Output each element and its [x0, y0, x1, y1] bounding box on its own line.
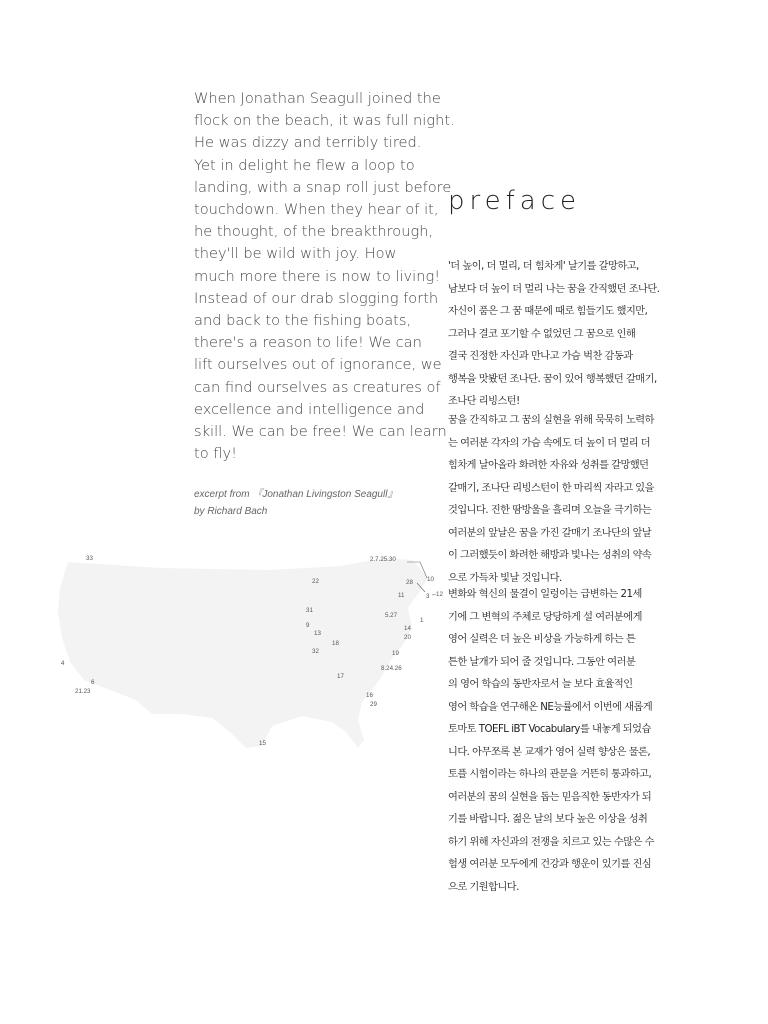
map-label: 15 — [259, 740, 266, 747]
quote-line: they'll be wild with joy. How — [194, 245, 397, 263]
map-label: 17 — [337, 673, 344, 680]
paragraph-line: 으로 가득차 빛날 것입니다. — [448, 572, 562, 584]
paragraph-line: 여러분의 꿈의 실현을 돕는 믿음직한 동반자가 되 — [448, 791, 652, 803]
paragraph-line: 토플 시험이라는 하나의 관문을 거뜬히 통과하고, — [448, 769, 652, 780]
paragraph-line: 영어 실력은 더 높은 비상을 가능하게 하는 튼 — [448, 634, 636, 645]
map-label: 20 — [404, 634, 411, 641]
map-label: 9 — [306, 622, 310, 629]
map-label: 29 — [370, 701, 377, 708]
map-label: 21.23 — [75, 688, 91, 695]
paragraph-line: 니다. 아무쪼록 본 교재가 영어 실력 향상은 물론, — [448, 746, 651, 758]
map-label: 18 — [332, 640, 339, 647]
paragraph-line: 여러분의 앞날은 꿈을 가진 갈매기 조나단의 앞날 — [448, 527, 652, 539]
quote-line: excellence and intelligence and — [194, 400, 425, 418]
quote-line: much more there is now to living! — [194, 267, 441, 285]
paragraph-line: 이 그러했듯이 화려한 해방과 빛나는 성취의 약속 — [448, 550, 652, 561]
paragraph-line: 갈매기, 조나단 리빙스턴이 한 마리씩 자라고 있을 — [448, 482, 654, 494]
map-label: 19 — [392, 650, 399, 657]
leader-lines — [40, 550, 460, 610]
leader-line — [417, 583, 425, 592]
paragraph-line: 튼한 날개가 되어 줄 것입니다. 그동안 여러분 — [448, 656, 636, 668]
map-label: 8.24.26 — [381, 665, 402, 672]
paragraph-line: 남보다 더 높이 더 멀리 나는 꿈을 간직했던 조나단. — [448, 283, 660, 295]
map-label: 1 — [420, 617, 424, 624]
quote-line: flock on the beach, it was full night. — [194, 112, 455, 130]
quote-line: skill. We can be free! We can learn — [194, 423, 447, 441]
map-label: 13 — [314, 630, 321, 637]
quote-author: by Richard Bach — [194, 506, 268, 517]
paragraph-line: 힘차게 날아올라 화려한 자유와 성취를 갈망했던 — [448, 460, 649, 471]
quote-line: Yet in delight he flew a loop to — [194, 156, 415, 174]
map-label: 28 — [406, 579, 413, 586]
paragraph-line: 의 영어 학습의 동반자로서 늘 보다 효율적인 — [448, 679, 633, 690]
quote-line: touchdown. When they hear of it, — [194, 201, 439, 219]
paragraph-line: 꿈을 간직하고 그 꿈의 실현을 위해 묵묵히 노력하 — [448, 415, 654, 426]
quote-line: landing, with a snap roll just before — [194, 178, 452, 196]
quote-line: Instead of our drab slogging forth — [194, 289, 439, 307]
map-label: 16 — [366, 692, 373, 699]
quote-line: lift ourselves out of ignorance, we — [194, 356, 442, 374]
leader-line — [432, 594, 436, 595]
map-label: 32 — [312, 648, 319, 655]
quote-excerpt — [194, 88, 455, 465]
quote-line: He was dizzy and terribly tired. — [194, 134, 422, 152]
quote-source: excerpt from 『Jonathan Livingston Seagull』 — [194, 489, 398, 500]
paragraph-line: 행복을 맛봤던 조나단. 꿈이 있어 행복했던 갈매기, — [448, 373, 657, 385]
map-label: 2.7.25.30 — [370, 556, 396, 563]
map-label: 10 — [427, 576, 434, 583]
paragraph-line: 결국 진정한 자신과 만나고 가슴 벅찬 감동과 — [448, 351, 633, 362]
paragraph-line: 토마토 TOEFL iBT Vocabulary를 내놓게 되었습 — [448, 724, 651, 735]
paragraph-line: 으로 기원합니다. — [448, 881, 519, 893]
map-label: 4 — [61, 660, 65, 667]
preface-paragraph-3 — [448, 584, 678, 899]
paragraph-line: 것입니다. 진한 땀방울을 흘리며 오늘을 극기하는 — [448, 505, 652, 516]
quote-line: he thought, of the breakthrough, — [194, 223, 434, 241]
paragraph-line: 조나단 리빙스턴! — [448, 396, 520, 407]
paragraph-line: 는 여러분 각자의 가슴 속에도 더 높이 더 멀리 더 — [448, 437, 651, 449]
map-label: 3 — [426, 593, 430, 600]
paragraph-line: 기에 그 변혁의 주체로 당당하게 설 여러분에게 — [448, 611, 642, 623]
quote-line: can find ourselves as creatures of — [194, 378, 441, 396]
paragraph-line: 기를 바랍니다. 젊은 날의 보다 높은 이상을 성취 — [448, 814, 648, 825]
paragraph-line: 영어 학습을 연구해온 NE능률에서 이번에 새롭게 — [448, 701, 653, 713]
quote-line: to fly! — [194, 445, 237, 463]
map-label: 14 — [404, 625, 411, 632]
paragraph-line: 그러나 결코 포기할 수 없었던 그 꿈으로 인해 — [448, 328, 636, 340]
preface-paragraph-2 — [448, 410, 678, 590]
quote-line: When Jonathan Seagull joined the — [194, 90, 441, 107]
paragraph-line: 하기 위해 자신과의 전쟁을 치르고 있는 수많은 수 — [448, 836, 654, 848]
leader-line — [407, 562, 427, 578]
paragraph-line: 변화와 혁신의 물결이 일렁이는 급변하는 21세 — [448, 589, 642, 600]
preface-paragraph-1 — [448, 256, 678, 414]
map-label: 12 — [436, 591, 443, 598]
map-label: 31 — [306, 607, 313, 614]
map-label: 33 — [86, 555, 93, 562]
us-map — [40, 550, 443, 760]
map-label: 11 — [398, 592, 405, 599]
quote-line: and back to the fishing boats, — [194, 312, 412, 330]
quote-line: there's a reason to life! We can — [194, 334, 422, 352]
map-label: 5.27 — [385, 612, 398, 619]
map-label: 6 — [91, 679, 95, 686]
paragraph-line: 자신이 품은 그 꿈 때문에 때로 힘들기도 했지만, — [448, 306, 648, 317]
page-title: preface — [448, 186, 581, 216]
paragraph-line: 험생 여러분 모두에게 건강과 행운이 있기를 진심 — [448, 859, 652, 870]
paragraph-line: '더 높이, 더 멀리, 더 힘차게' 날기를 갈망하고, — [448, 261, 639, 272]
map-label: 22 — [312, 578, 319, 585]
